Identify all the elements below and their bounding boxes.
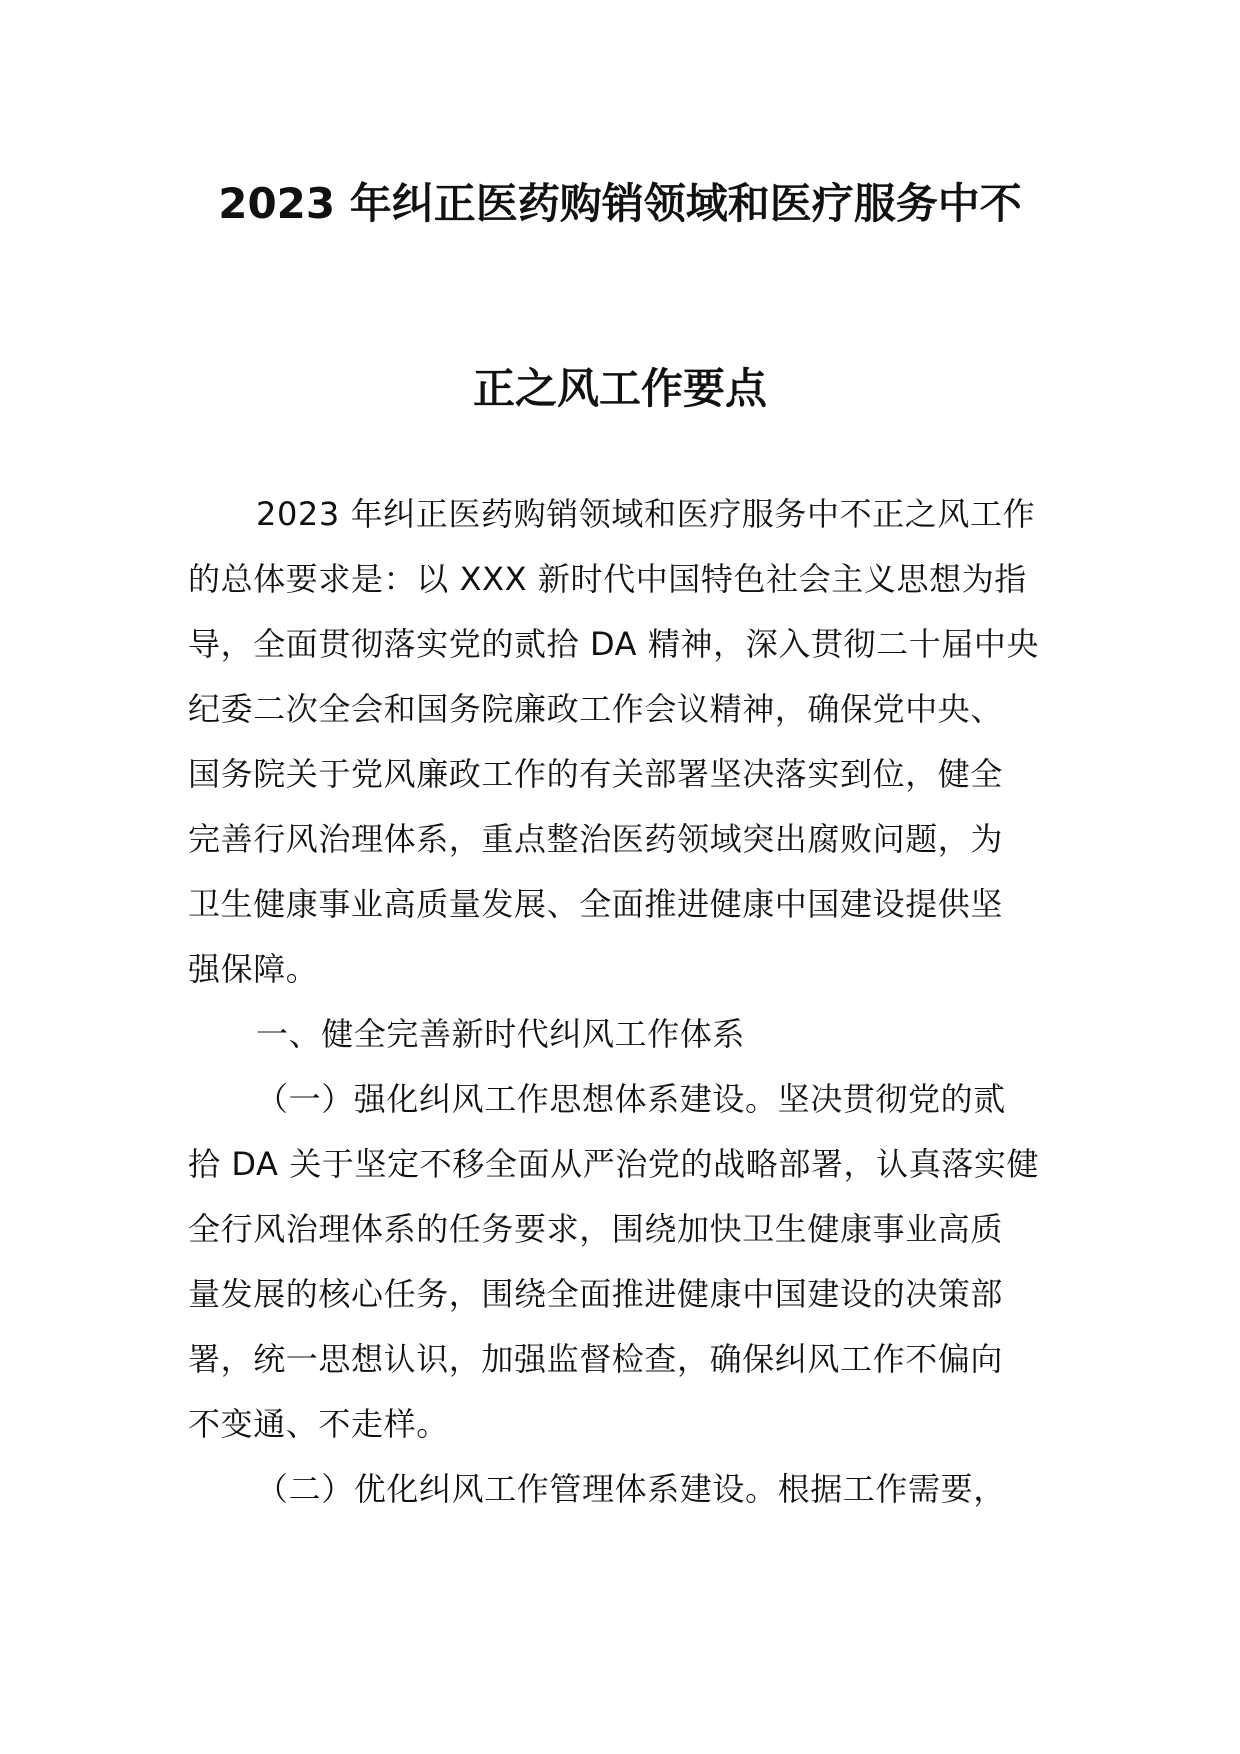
paragraph-line: 署，统一思想认识，加强监督检查，确保纠风工作不偏向 bbox=[188, 1340, 1004, 1378]
paragraph-line: 拾 DA 关于坚定不移全面从严治党的战略部署，认真落实健 bbox=[188, 1145, 1040, 1183]
paragraph-line: 全行风治理体系的任务要求，围绕加快卫生健康事业高质 bbox=[188, 1210, 1004, 1248]
section-heading: 一、健全完善新时代纠风工作体系 bbox=[256, 1015, 746, 1053]
paragraph-line: 量发展的核心任务，围绕全面推进健康中国建设的决策部 bbox=[188, 1275, 1004, 1313]
paragraph-line: 2023 年纠正医药购销领域和医疗服务中不正之风工作 bbox=[256, 495, 1036, 533]
paragraph-line: 卫生健康事业高质量发展、全面推进健康中国建设提供坚 bbox=[188, 885, 1004, 923]
paragraph-line: 强保障。 bbox=[188, 950, 319, 988]
paragraph-line: 纪委二次全会和国务院廉政工作会议精神，确保党中央、 bbox=[188, 690, 1004, 728]
paragraph-line: 不变通、不走样。 bbox=[188, 1405, 449, 1443]
paragraph-line: 导，全面贯彻落实党的贰拾 DA 精神，深入贯彻二十届中央 bbox=[188, 625, 1040, 663]
paragraph-line: 的总体要求是：以 XXX 新时代中国特色社会主义思想为指 bbox=[188, 560, 1027, 598]
document-body bbox=[188, 482, 1056, 1522]
paragraph-line: （一）强化纠风工作思想体系建设。坚决贯彻党的贰 bbox=[256, 1080, 1006, 1118]
document-title-line-1: 2023 年纠正医药购销领域和医疗服务中不 bbox=[218, 179, 1022, 228]
paragraph-line: 完善行风治理体系，重点整治医药领域突出腐败问题，为 bbox=[188, 820, 1004, 858]
paragraph-line: 国务院关于党风廉政工作的有关部署坚决落实到位，健全 bbox=[188, 755, 1004, 793]
paragraph-line: （二）优化纠风工作管理体系建设。根据工作需要， bbox=[256, 1470, 1006, 1508]
document-title-line-2: 正之风工作要点 bbox=[472, 364, 767, 413]
